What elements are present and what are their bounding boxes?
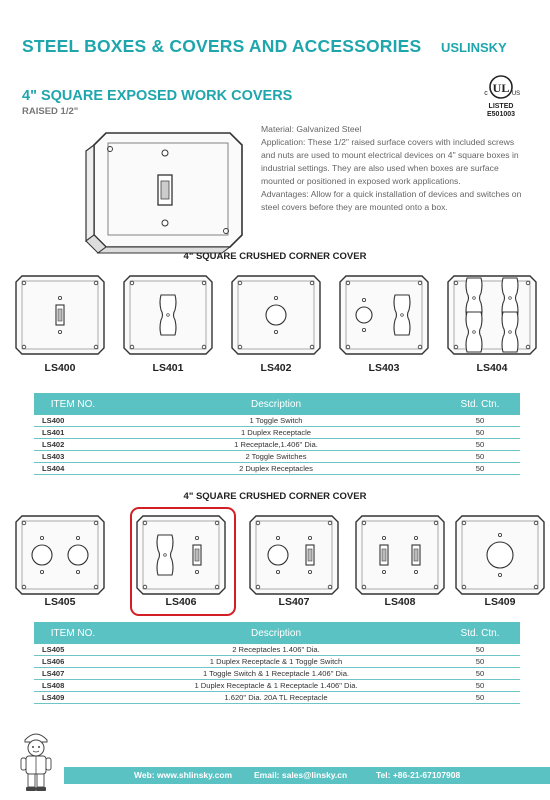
two-receptacle-cover-icon: [14, 512, 106, 598]
product-code-label: LS407: [278, 596, 310, 608]
ul-us-mark: US: [511, 91, 521, 97]
item-description: 1 Toggle Switch: [112, 415, 440, 427]
duplex-receptacle-cover-icon: [354, 512, 446, 598]
two-toggle-cover-icon: [338, 272, 430, 358]
item-description: 1 Duplex Receptacle: [112, 427, 440, 439]
product-ls404: [446, 272, 538, 384]
item-ctn: 50: [440, 680, 520, 692]
ul-symbol: UL: [492, 81, 510, 95]
item-no: LS406: [34, 656, 112, 668]
toggle-cover-icon: [14, 272, 106, 358]
item-description: 2 Duplex Receptacles: [112, 463, 440, 475]
brand-name: USLINSKY: [441, 40, 507, 55]
product-code-label: LS405: [44, 596, 76, 608]
item-no: LS408: [34, 680, 112, 692]
cover-plate: [16, 516, 104, 594]
table-row: [34, 656, 520, 668]
toggle-receptacle-cover-icon: [248, 512, 340, 598]
product-code-label: LS400: [44, 362, 76, 374]
item-description: 1 Duplex Receptacle & 1 Toggle Switch: [112, 656, 440, 668]
item-ctn: 50: [440, 451, 520, 463]
footer-email[interactable]: Email: sales@linsky.cn: [254, 770, 348, 780]
table-row: [34, 668, 520, 680]
product-description: [261, 123, 523, 214]
cover-plate: [356, 516, 444, 594]
item-description: 1 Toggle Switch & 1 Receptacle 1.406" Dia.: [112, 668, 440, 680]
ul-c-mark: c: [484, 90, 488, 97]
item-description: 1.620" Dia. 20A TL Receptacle: [112, 692, 440, 704]
mascot-icon: [16, 726, 56, 792]
duplex-opening: [394, 295, 410, 335]
hero-toggle-cover-image: [80, 127, 252, 255]
table-header-ctn: Std. Ctn.: [440, 622, 520, 644]
table-header-item: ITEM NO.: [34, 393, 112, 415]
duplex-opening: [160, 295, 176, 335]
material-text: Material: Galvanized Steel: [261, 124, 362, 134]
item-ctn: 50: [440, 656, 520, 668]
table-row: [34, 439, 520, 451]
item-no: LS405: [34, 644, 112, 656]
table-header-description: Description: [112, 393, 440, 415]
item-no: LS404: [34, 463, 112, 475]
item-ctn: 50: [440, 415, 520, 427]
product-code-label: LS401: [152, 362, 184, 374]
item-description: 2 Toggle Switches: [112, 451, 440, 463]
item-ctn: 50: [440, 692, 520, 704]
application-text: Application: These 1/2" raised surface covers with included screws and nuts are used to mount electrical devices on 4" square boxes in industrial settings. They are also used when boxes are surface mounted or positioned in exposed work applications.: [261, 137, 519, 186]
item-no: LS407: [34, 668, 112, 680]
item-no: LS409: [34, 692, 112, 704]
ul-listed: LISTED: [488, 103, 514, 110]
product-code-label: LS404: [476, 362, 508, 374]
item-no: LS403: [34, 451, 112, 463]
advantages-text: Advantages: Allow for a quick installation of devices and switches on steel covers before they are mounted onto a box.: [261, 189, 522, 212]
group2-title: 4" SQUARE CRUSHED CORNER COVER: [183, 491, 367, 502]
duplex-cover-icon: [122, 272, 214, 358]
product-ls407: [248, 512, 340, 624]
table-row: [34, 415, 520, 427]
ls406-highlight-frame: [130, 507, 236, 616]
product-ls400: [14, 272, 106, 384]
item-no: LS400: [34, 415, 112, 427]
group2-spec-table: [34, 622, 520, 704]
footer-tel: Tel: +86-21-67107908: [376, 770, 461, 780]
product-ls401: [122, 272, 214, 384]
brand-logo: [441, 40, 507, 55]
item-description: 1 Receptacle,1.406" Dia.: [112, 439, 440, 451]
item-no: LS402: [34, 439, 112, 451]
item-no: LS401: [34, 427, 112, 439]
group1-title: 4" SQUARE CRUSHED CORNER COVER: [183, 251, 367, 262]
product-code-label: LS403: [368, 362, 400, 374]
item-ctn: 50: [440, 463, 520, 475]
product-code-label: LS409: [484, 596, 516, 608]
product-ls408: [354, 512, 446, 624]
section-title: 4" SQUARE EXPOSED WORK COVERS: [22, 88, 293, 104]
cover-plate: [250, 516, 338, 594]
section-subtitle: RAISED 1/2": [22, 106, 79, 117]
cover-plate: [448, 276, 536, 354]
duplex-opening: [502, 312, 518, 352]
table-row: [34, 451, 520, 463]
ul-number: E501003: [486, 111, 516, 118]
table-row: [34, 644, 520, 656]
product-code-label: LS402: [260, 362, 292, 374]
footer-bar: [64, 767, 550, 784]
product-code-label: LS406: [165, 596, 197, 608]
item-ctn: 50: [440, 644, 520, 656]
product-ls403: [338, 272, 430, 384]
20a-receptacle-cover-icon: [454, 512, 546, 598]
product-ls409: [454, 512, 546, 624]
product-ls405: [14, 512, 106, 624]
table-row: [34, 692, 520, 704]
duplex-opening: [466, 312, 482, 352]
table-row: [34, 427, 520, 439]
product-ls402: [230, 272, 322, 384]
table-header-item: ITEM NO.: [34, 622, 112, 644]
group1-spec-table: [34, 393, 520, 475]
table-header-description: Description: [112, 622, 440, 644]
ul-text: [478, 103, 524, 119]
product-code-label: LS408: [384, 596, 416, 608]
cover-plate: [340, 276, 428, 354]
single-receptacle-cover-icon: [230, 272, 322, 358]
item-ctn: 50: [440, 668, 520, 680]
item-ctn: 50: [440, 439, 520, 451]
item-description: 2 Receptacles 1.406" Dia.: [112, 644, 440, 656]
item-description: 1 Duplex Receptacle & 1 Receptacle 1.406" Dia.: [112, 680, 440, 692]
table-header-ctn: Std. Ctn.: [440, 393, 520, 415]
footer-web[interactable]: Web: www.shlinsky.com: [134, 770, 233, 780]
table-row: [34, 463, 520, 475]
two-duplex-cover-icon: [446, 272, 538, 358]
item-ctn: 50: [440, 427, 520, 439]
table-row: [34, 680, 520, 692]
page-title: STEEL BOXES & COVERS AND ACCESSORIES: [22, 36, 422, 56]
